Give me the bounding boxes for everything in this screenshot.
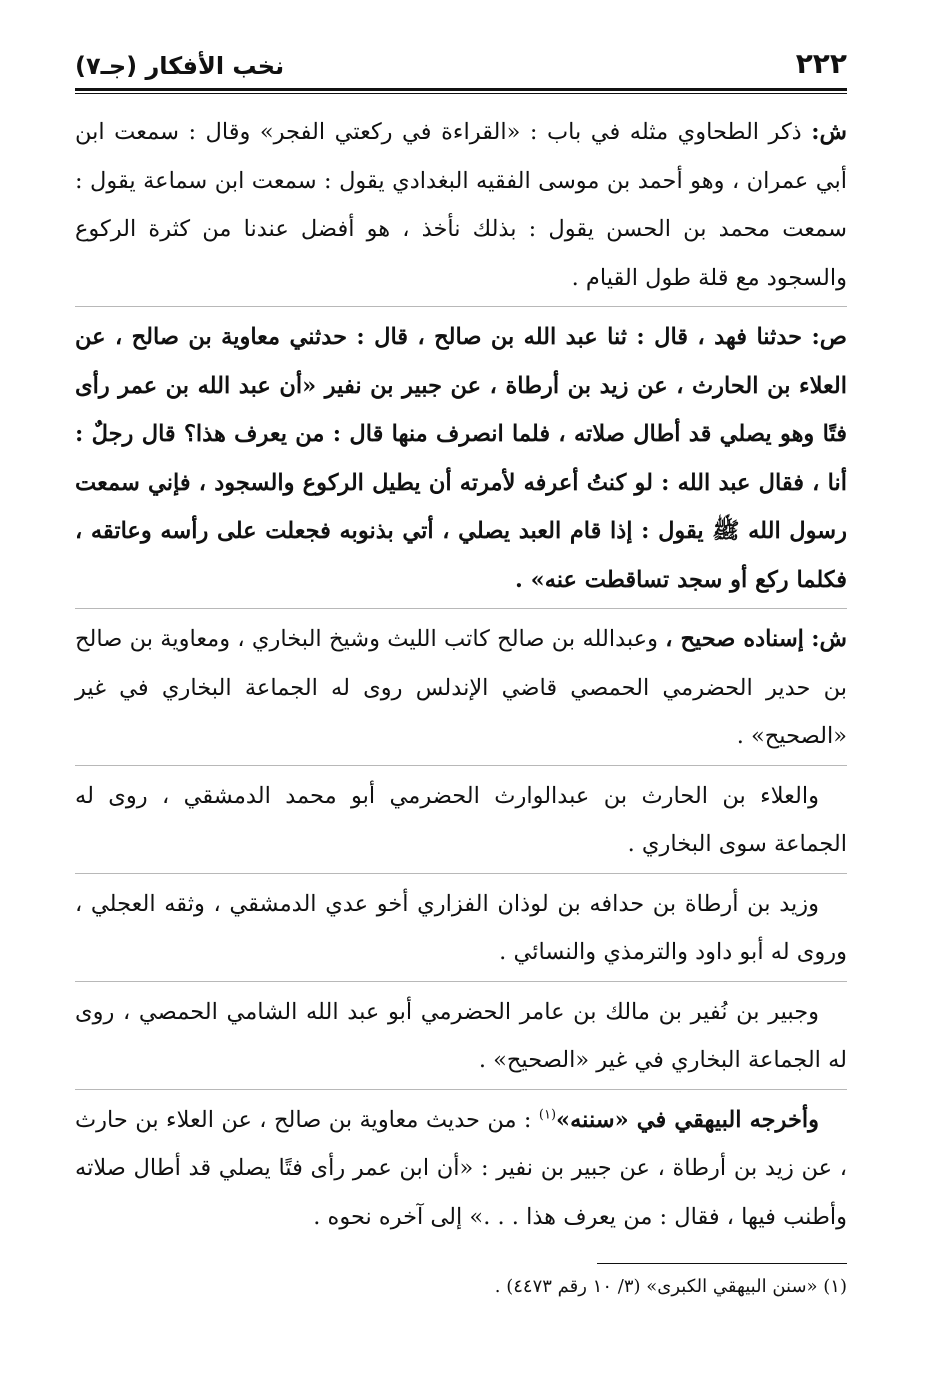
paragraph-narrator-jubayr (75, 988, 847, 1090)
paragraph-marker: ص: (811, 324, 847, 350)
book-page (75, 40, 847, 1304)
running-title: نخب الأفكار (جـ٧) (75, 52, 285, 80)
page-header (75, 40, 847, 80)
paragraph-takhrij (75, 1096, 847, 1246)
paragraph-marker: ش: (811, 626, 847, 652)
paragraph-bold-lead: إسناده صحيح ، (665, 626, 804, 652)
paragraph-text: والعلاء بن الحارث بن عبدالوارث الحضرمي أبو محمد الدمشقي ، روى له الجماعة سوى البخاري . (75, 782, 847, 857)
page-body (75, 108, 847, 1245)
header-rule-thick (75, 88, 847, 91)
paragraph-text: وجبير بن نُفير بن مالك بن عامر الحضرمي أبو عبد الله الشامي الحمصي ، روى له الجماعة البخاري في غير «الصحيح» . (75, 998, 847, 1073)
paragraph-text: حدثنا فهد ، قال : ثنا عبد الله بن صالح ، قال : حدثني معاوية بن صالح ، عن العلاء بن الحارث ، عن زيد بن أرطاة ، عن جبير بن نفير «أن عبد الله بن عمر رأى فتًا وهو يصلي قد أطال صلاته ، فلما انصرف منها قال : من يعرف هذا؟ قال رجلٌ : أنا ، فقال عبد الله : لو كنتُ أعرفه لأمرته أن يطيل الركوع والسجود ، فإني سمعت رسول الله ﷺ يقول : إذا قام العبد يصلي ، أتي بذنوبه فجعلت على رأسه وعاتقه ، فكلما ركع أو سجد تساقطت عنه» . (75, 324, 847, 593)
paragraph-text: ذكر الطحاوي مثله في باب : «القراءة في ركعتي الفجر» وقال : سمعت ابن أبي عمران ، وهو أحمد بن موسى الفقيه البغدادي يقول : سمعت ابن سماعة يقول : سمعت محمد بن الحسن يقول : بذلك نأخذ ، هو أفضل عندنا من كثرة الركوع والسجود مع قلة طول القيام . (75, 119, 847, 291)
paragraph-marker: ش: (811, 119, 848, 145)
paragraph-narrator-alaa (75, 772, 847, 874)
paragraph-commentary-1 (75, 108, 847, 307)
paragraph-text: وزيد بن أرطاة بن حدافه بن لوذان الفزاري أخو عدي الدمشقي ، وثقه العجلي ، وروى له أبو داود والترمذي والنسائي . (75, 890, 847, 965)
page-number: ٢٢٢ (795, 47, 847, 80)
footnote: (١) «سنن البيهقي الكبرى» (٣/ ١٠ رقم ٤٤٧٣) . (494, 1276, 847, 1297)
footnote-reference[interactable]: (١) (538, 1107, 557, 1122)
paragraph-bold-lead: وأخرجه البيهقي في «سننه» (556, 1106, 820, 1133)
paragraph-commentary-2 (75, 615, 847, 766)
paragraph-narrator-zayd (75, 880, 847, 982)
paragraph-text: وعبدالله بن صالح كاتب الليث وشيخ البخاري ، ومعاوية بن صالح بن حدير الحضرمي الحمصي قاضي الإندلس روى له الجماعة البخاري في غير «الصحيح» . (75, 626, 847, 749)
paragraph-hadith-text (75, 313, 847, 609)
header-rule-thin (75, 93, 847, 94)
footnote-separator (597, 1263, 847, 1264)
paragraph-text: : من حديث معاوية بن صالح ، عن العلاء بن حارث ، عن زيد بن أرطاة ، عن جبير بن نفير : «أن ابن عمر رأى فتًا يصلي قد أطال صلاته وأطنب فيها ، فقال : من يعرف هذا . . .» إلى آخره نحوه . (75, 1106, 847, 1230)
